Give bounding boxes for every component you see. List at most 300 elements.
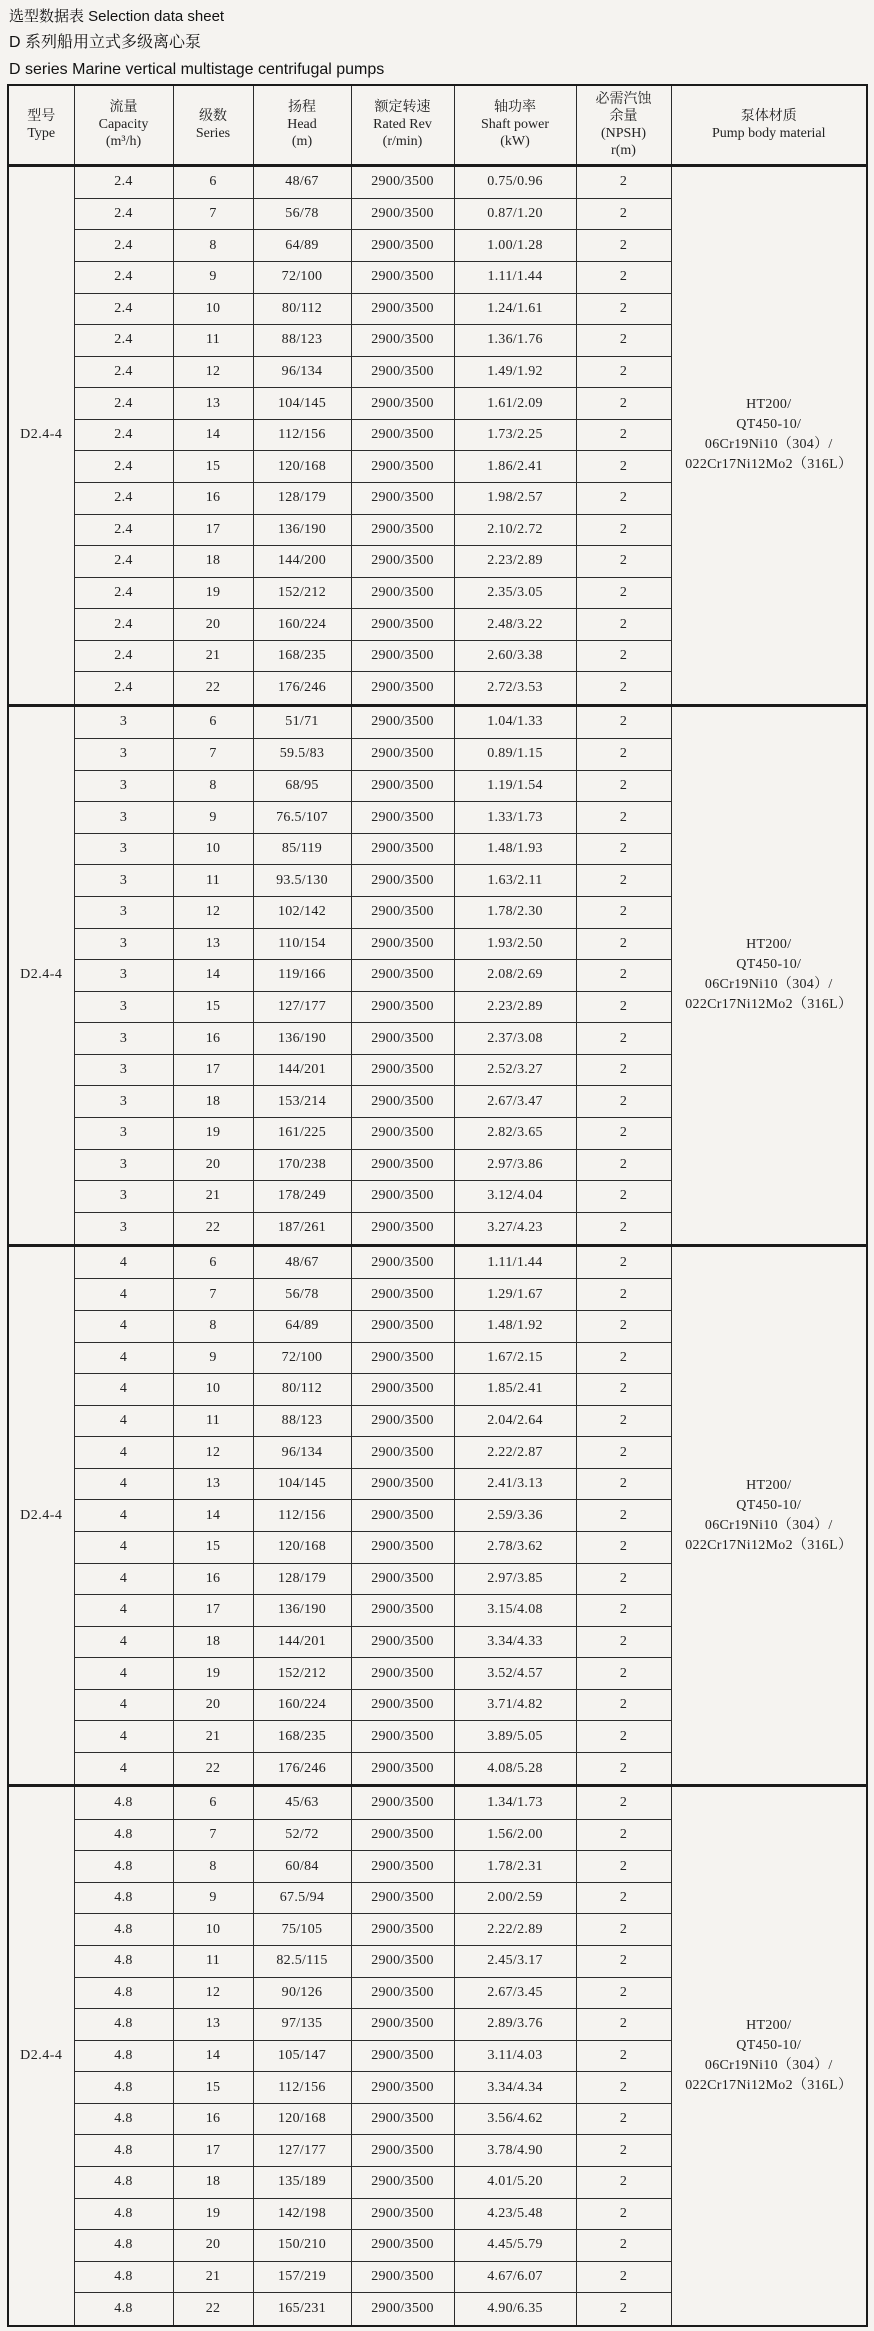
rated-rev-cell: 2900/3500	[351, 1086, 454, 1118]
rated-rev-cell: 2900/3500	[351, 1468, 454, 1500]
capacity-cell: 3	[74, 1212, 173, 1245]
capacity-cell: 4	[74, 1563, 173, 1595]
head-cell: 97/135	[253, 2009, 351, 2041]
capacity-cell: 3	[74, 1117, 173, 1149]
series-cell: 18	[173, 2166, 253, 2198]
series-cell: 15	[173, 2072, 253, 2104]
header-shaft-power	[454, 85, 576, 165]
shaft-power-cell: 2.97/3.86	[454, 1149, 576, 1181]
head-cell: 176/246	[253, 672, 351, 705]
shaft-power-cell: 2.35/3.05	[454, 577, 576, 609]
npsh-cell: 2	[576, 1882, 671, 1914]
head-cell: 170/238	[253, 1149, 351, 1181]
shaft-power-cell: 2.59/3.36	[454, 1500, 576, 1532]
shaft-power-cell: 3.71/4.82	[454, 1689, 576, 1721]
rated-rev-cell: 2900/3500	[351, 640, 454, 672]
rated-rev-cell: 2900/3500	[351, 928, 454, 960]
rated-rev-cell: 2900/3500	[351, 1117, 454, 1149]
head-cell: 178/249	[253, 1181, 351, 1213]
capacity-cell: 4	[74, 1279, 173, 1311]
capacity-cell: 4.8	[74, 2261, 173, 2293]
npsh-cell: 2	[576, 1212, 671, 1245]
shaft-power-cell: 2.04/2.64	[454, 1405, 576, 1437]
rated-rev-cell: 2900/3500	[351, 960, 454, 992]
series-cell: 13	[173, 388, 253, 420]
header-npsh	[576, 85, 671, 165]
rated-rev-cell: 2900/3500	[351, 897, 454, 929]
shaft-power-cell: 2.89/3.76	[454, 2009, 576, 2041]
rated-rev-cell: 2900/3500	[351, 577, 454, 609]
header-head	[253, 85, 351, 165]
head-cell: 165/231	[253, 2293, 351, 2326]
shaft-power-cell: 1.36/1.76	[454, 325, 576, 357]
npsh-cell: 2	[576, 451, 671, 483]
rated-rev-cell: 2900/3500	[351, 1279, 454, 1311]
head-cell: 96/134	[253, 1437, 351, 1469]
rated-rev-cell: 2900/3500	[351, 1374, 454, 1406]
npsh-cell: 2	[576, 2198, 671, 2230]
material-cell	[671, 1246, 867, 1786]
shaft-power-cell: 2.97/3.85	[454, 1563, 576, 1595]
header-series-zh: 级数	[199, 108, 227, 124]
material-line: HT200/	[746, 937, 792, 953]
header-rated-rev	[351, 85, 454, 165]
shaft-power-cell: 2.41/3.13	[454, 1468, 576, 1500]
series-cell: 12	[173, 1437, 253, 1469]
series-cell: 22	[173, 2293, 253, 2326]
material-cell	[671, 165, 867, 705]
npsh-cell: 2	[576, 2103, 671, 2135]
capacity-cell: 4.8	[74, 2198, 173, 2230]
shaft-power-cell: 1.33/1.73	[454, 802, 576, 834]
rated-rev-cell: 2900/3500	[351, 1882, 454, 1914]
npsh-cell: 2	[576, 1246, 671, 1279]
shaft-power-cell: 2.72/3.53	[454, 672, 576, 705]
rated-rev-cell: 2900/3500	[351, 198, 454, 230]
header-series	[173, 85, 253, 165]
shaft-power-cell: 3.34/4.33	[454, 1626, 576, 1658]
shaft-power-cell: 1.48/1.93	[454, 833, 576, 865]
npsh-cell: 2	[576, 198, 671, 230]
shaft-power-cell: 3.15/4.08	[454, 1595, 576, 1627]
capacity-cell: 4	[74, 1752, 173, 1785]
rated-rev-cell: 2900/3500	[351, 1977, 454, 2009]
head-cell: 82.5/115	[253, 1946, 351, 1978]
npsh-cell: 2	[576, 640, 671, 672]
shaft-power-cell: 1.48/1.92	[454, 1311, 576, 1343]
head-cell: 110/154	[253, 928, 351, 960]
capacity-cell: 2.4	[74, 198, 173, 230]
head-cell: 136/190	[253, 1595, 351, 1627]
header-npsh-zh1: 必需汽蚀	[595, 91, 652, 107]
capacity-cell: 4.8	[74, 2230, 173, 2262]
shaft-power-cell: 1.11/1.44	[454, 1246, 576, 1279]
npsh-cell: 2	[576, 1342, 671, 1374]
rated-rev-cell: 2900/3500	[351, 356, 454, 388]
capacity-cell: 4.8	[74, 1819, 173, 1851]
series-cell: 9	[173, 1882, 253, 1914]
shaft-power-cell: 1.19/1.54	[454, 770, 576, 802]
capacity-cell: 3	[74, 865, 173, 897]
series-cell: 11	[173, 865, 253, 897]
capacity-cell: 3	[74, 897, 173, 929]
head-cell: 160/224	[253, 609, 351, 641]
rated-rev-cell: 2900/3500	[351, 388, 454, 420]
shaft-power-cell: 1.34/1.73	[454, 1786, 576, 1819]
rated-rev-cell: 2900/3500	[351, 802, 454, 834]
series-cell: 12	[173, 897, 253, 929]
series-cell: 13	[173, 1468, 253, 1500]
capacity-cell: 4.8	[74, 1977, 173, 2009]
series-cell: 18	[173, 546, 253, 578]
head-cell: 88/123	[253, 325, 351, 357]
series-cell: 21	[173, 1721, 253, 1753]
shaft-power-cell: 3.12/4.04	[454, 1181, 576, 1213]
head-cell: 128/179	[253, 482, 351, 514]
capacity-cell: 4.8	[74, 2103, 173, 2135]
head-cell: 144/200	[253, 546, 351, 578]
npsh-cell: 2	[576, 609, 671, 641]
npsh-cell: 2	[576, 991, 671, 1023]
series-cell: 6	[173, 1246, 253, 1279]
capacity-cell: 3	[74, 1086, 173, 1118]
rated-rev-cell: 2900/3500	[351, 1054, 454, 1086]
npsh-cell: 2	[576, 1500, 671, 1532]
shaft-power-cell: 4.01/5.20	[454, 2166, 576, 2198]
npsh-cell: 2	[576, 928, 671, 960]
head-cell: 120/168	[253, 1531, 351, 1563]
rated-rev-cell: 2900/3500	[351, 1437, 454, 1469]
npsh-cell: 2	[576, 739, 671, 771]
rated-rev-cell: 2900/3500	[351, 2009, 454, 2041]
capacity-cell: 4	[74, 1311, 173, 1343]
shaft-power-cell: 2.45/3.17	[454, 1946, 576, 1978]
head-cell: 187/261	[253, 1212, 351, 1245]
head-cell: 150/210	[253, 2230, 351, 2262]
rated-rev-cell: 2900/3500	[351, 1212, 454, 1245]
head-cell: 144/201	[253, 1054, 351, 1086]
shaft-power-cell: 2.23/2.89	[454, 546, 576, 578]
capacity-cell: 4.8	[74, 1851, 173, 1883]
series-cell: 19	[173, 1658, 253, 1690]
npsh-cell: 2	[576, 1117, 671, 1149]
series-cell: 22	[173, 672, 253, 705]
shaft-power-cell: 4.23/5.48	[454, 2198, 576, 2230]
rated-rev-cell: 2900/3500	[351, 546, 454, 578]
header-shaft-power-en: Shaft power	[480, 117, 550, 133]
header-rated-rev-zh: 额定转速	[374, 100, 431, 116]
head-cell: 72/100	[253, 1342, 351, 1374]
head-cell: 112/156	[253, 419, 351, 451]
material-line: QT450-10/	[736, 417, 802, 433]
capacity-cell: 2.4	[74, 482, 173, 514]
capacity-cell: 4.8	[74, 1786, 173, 1819]
series-cell: 15	[173, 451, 253, 483]
series-cell: 19	[173, 2198, 253, 2230]
material-line: QT450-10/	[736, 1497, 802, 1513]
document-titles	[0, 0, 874, 84]
capacity-cell: 3	[74, 833, 173, 865]
shaft-power-cell: 1.56/2.00	[454, 1819, 576, 1851]
material-line: 06Cr19Ni10（304）/	[704, 2058, 833, 2074]
capacity-cell: 4	[74, 1626, 173, 1658]
series-cell: 12	[173, 1977, 253, 2009]
npsh-cell: 2	[576, 165, 671, 198]
rated-rev-cell: 2900/3500	[351, 1405, 454, 1437]
series-cell: 8	[173, 770, 253, 802]
head-cell: 88/123	[253, 1405, 351, 1437]
header-series-en: Series	[195, 125, 231, 141]
rated-rev-cell: 2900/3500	[351, 770, 454, 802]
npsh-cell: 2	[576, 419, 671, 451]
head-cell: 105/147	[253, 2040, 351, 2072]
shaft-power-cell: 2.10/2.72	[454, 514, 576, 546]
capacity-cell: 2.4	[74, 262, 173, 294]
series-cell: 15	[173, 1531, 253, 1563]
series-cell: 8	[173, 230, 253, 262]
shaft-power-cell: 2.22/2.87	[454, 1437, 576, 1469]
series-cell: 17	[173, 2135, 253, 2167]
head-cell: 136/190	[253, 1023, 351, 1055]
header-head-unit: (m)	[291, 134, 313, 150]
material-line: HT200/	[746, 397, 792, 413]
npsh-cell: 2	[576, 960, 671, 992]
capacity-cell: 4	[74, 1658, 173, 1690]
npsh-cell: 2	[576, 2072, 671, 2104]
table-header	[8, 85, 867, 165]
shaft-power-cell: 3.34/4.34	[454, 2072, 576, 2104]
header-capacity-unit: (m³/h)	[105, 134, 142, 150]
capacity-cell: 3	[74, 1181, 173, 1213]
npsh-cell: 2	[576, 356, 671, 388]
rated-rev-cell: 2900/3500	[351, 482, 454, 514]
header-material	[671, 85, 867, 165]
series-cell: 21	[173, 640, 253, 672]
head-cell: 85/119	[253, 833, 351, 865]
shaft-power-cell: 1.00/1.28	[454, 230, 576, 262]
head-cell: 142/198	[253, 2198, 351, 2230]
title-selection-data-sheet: 选型数据表 Selection data sheet	[9, 8, 225, 25]
rated-rev-cell: 2900/3500	[351, 2198, 454, 2230]
series-cell: 14	[173, 1500, 253, 1532]
head-cell: 80/112	[253, 1374, 351, 1406]
rated-rev-cell: 2900/3500	[351, 672, 454, 705]
rated-rev-cell: 2900/3500	[351, 1342, 454, 1374]
series-cell: 20	[173, 1689, 253, 1721]
type-cell: D2.4-4	[8, 705, 74, 1245]
head-cell: 48/67	[253, 1246, 351, 1279]
rated-rev-cell: 2900/3500	[351, 1563, 454, 1595]
npsh-cell: 2	[576, 1595, 671, 1627]
npsh-cell: 2	[576, 1374, 671, 1406]
head-cell: 102/142	[253, 897, 351, 929]
npsh-cell: 2	[576, 325, 671, 357]
series-cell: 17	[173, 514, 253, 546]
capacity-cell: 3	[74, 1149, 173, 1181]
npsh-cell: 2	[576, 1054, 671, 1086]
rated-rev-cell: 2900/3500	[351, 1851, 454, 1883]
series-cell: 17	[173, 1595, 253, 1627]
series-cell: 19	[173, 1117, 253, 1149]
series-cell: 7	[173, 1819, 253, 1851]
rated-rev-cell: 2900/3500	[351, 2103, 454, 2135]
head-cell: 136/190	[253, 514, 351, 546]
head-cell: 161/225	[253, 1117, 351, 1149]
rated-rev-cell: 2900/3500	[351, 739, 454, 771]
rated-rev-cell: 2900/3500	[351, 165, 454, 198]
capacity-cell: 2.4	[74, 388, 173, 420]
material-line: QT450-10/	[736, 957, 802, 973]
head-cell: 96/134	[253, 356, 351, 388]
npsh-cell: 2	[576, 1786, 671, 1819]
header-row	[8, 85, 867, 165]
npsh-cell: 2	[576, 705, 671, 738]
capacity-cell: 4.8	[74, 1946, 173, 1978]
rated-rev-cell: 2900/3500	[351, 293, 454, 325]
shaft-power-cell: 3.56/4.62	[454, 2103, 576, 2135]
shaft-power-cell: 3.89/5.05	[454, 1721, 576, 1753]
head-cell: 120/168	[253, 451, 351, 483]
capacity-cell: 3	[74, 960, 173, 992]
head-cell: 152/212	[253, 1658, 351, 1690]
header-material-zh: 泵体材质	[740, 108, 797, 124]
npsh-cell: 2	[576, 293, 671, 325]
rated-rev-cell: 2900/3500	[351, 1721, 454, 1753]
shaft-power-cell: 3.11/4.03	[454, 2040, 576, 2072]
header-npsh-en1: (NPSH)	[600, 125, 647, 141]
npsh-cell: 2	[576, 1946, 671, 1978]
capacity-cell: 4	[74, 1374, 173, 1406]
material-cell	[671, 1786, 867, 2326]
npsh-cell: 2	[576, 482, 671, 514]
series-cell: 8	[173, 1851, 253, 1883]
shaft-power-cell: 1.73/2.25	[454, 419, 576, 451]
capacity-cell: 4.8	[74, 2293, 173, 2326]
shaft-power-cell: 0.89/1.15	[454, 739, 576, 771]
npsh-cell: 2	[576, 1531, 671, 1563]
npsh-cell: 2	[576, 1279, 671, 1311]
npsh-cell: 2	[576, 1405, 671, 1437]
shaft-power-cell: 1.49/1.92	[454, 356, 576, 388]
head-cell: 90/126	[253, 1977, 351, 2009]
npsh-cell: 2	[576, 388, 671, 420]
rated-rev-cell: 2900/3500	[351, 1246, 454, 1279]
capacity-cell: 2.4	[74, 451, 173, 483]
head-cell: 72/100	[253, 262, 351, 294]
head-cell: 104/145	[253, 388, 351, 420]
series-cell: 9	[173, 262, 253, 294]
shaft-power-cell: 1.24/1.61	[454, 293, 576, 325]
capacity-cell: 4	[74, 1246, 173, 1279]
header-npsh-zh2: 余量	[609, 108, 638, 124]
header-head-en: Head	[287, 117, 317, 133]
series-cell: 16	[173, 2103, 253, 2135]
npsh-cell: 2	[576, 2261, 671, 2293]
rated-rev-cell: 2900/3500	[351, 1149, 454, 1181]
rated-rev-cell: 2900/3500	[351, 1658, 454, 1690]
head-cell: 168/235	[253, 1721, 351, 1753]
rated-rev-cell: 2900/3500	[351, 325, 454, 357]
npsh-cell: 2	[576, 1149, 671, 1181]
head-cell: 56/78	[253, 1279, 351, 1311]
npsh-cell: 2	[576, 865, 671, 897]
material-line: QT450-10/	[736, 2038, 802, 2054]
rated-rev-cell: 2900/3500	[351, 2135, 454, 2167]
npsh-cell: 2	[576, 833, 671, 865]
shaft-power-cell: 0.87/1.20	[454, 198, 576, 230]
rated-rev-cell: 2900/3500	[351, 2072, 454, 2104]
npsh-cell: 2	[576, 2135, 671, 2167]
head-cell: 52/72	[253, 1819, 351, 1851]
rated-rev-cell: 2900/3500	[351, 1181, 454, 1213]
capacity-cell: 4	[74, 1468, 173, 1500]
shaft-power-cell: 1.67/2.15	[454, 1342, 576, 1374]
capacity-cell: 4	[74, 1437, 173, 1469]
capacity-cell: 2.4	[74, 419, 173, 451]
series-cell: 13	[173, 2009, 253, 2041]
series-cell: 12	[173, 356, 253, 388]
table-row	[8, 1786, 867, 1819]
npsh-cell: 2	[576, 1626, 671, 1658]
npsh-cell: 2	[576, 1023, 671, 1055]
series-cell: 8	[173, 1311, 253, 1343]
npsh-cell: 2	[576, 2040, 671, 2072]
head-cell: 64/89	[253, 230, 351, 262]
shaft-power-cell: 1.78/2.30	[454, 897, 576, 929]
series-cell: 11	[173, 325, 253, 357]
series-cell: 21	[173, 2261, 253, 2293]
rated-rev-cell: 2900/3500	[351, 2230, 454, 2262]
series-cell: 14	[173, 960, 253, 992]
head-cell: 112/156	[253, 1500, 351, 1532]
capacity-cell: 2.4	[74, 546, 173, 578]
shaft-power-cell: 4.67/6.07	[454, 2261, 576, 2293]
shaft-power-cell: 1.63/2.11	[454, 865, 576, 897]
head-cell: 135/189	[253, 2166, 351, 2198]
material-line: 06Cr19Ni10（304）/	[704, 1517, 833, 1533]
capacity-cell: 2.4	[74, 577, 173, 609]
series-cell: 16	[173, 1023, 253, 1055]
series-cell: 10	[173, 833, 253, 865]
shaft-power-cell: 2.00/2.59	[454, 1882, 576, 1914]
material-line: 022Cr17Ni12Mo2（316L）	[685, 457, 853, 473]
capacity-cell: 4.8	[74, 2009, 173, 2041]
rated-rev-cell: 2900/3500	[351, 1023, 454, 1055]
title-series-english: D series Marine vertical multistage centrifugal pumps	[9, 61, 385, 78]
head-cell: 80/112	[253, 293, 351, 325]
rated-rev-cell: 2900/3500	[351, 2166, 454, 2198]
head-cell: 168/235	[253, 640, 351, 672]
shaft-power-cell: 3.52/4.57	[454, 1658, 576, 1690]
npsh-cell: 2	[576, 1181, 671, 1213]
shaft-power-cell: 1.98/2.57	[454, 482, 576, 514]
shaft-power-cell: 4.90/6.35	[454, 2293, 576, 2326]
npsh-cell: 2	[576, 2166, 671, 2198]
header-head-zh: 扬程	[288, 100, 316, 116]
series-cell: 13	[173, 928, 253, 960]
shaft-power-cell: 1.11/1.44	[454, 262, 576, 294]
head-cell: 104/145	[253, 1468, 351, 1500]
series-cell: 22	[173, 1212, 253, 1245]
shaft-power-cell: 1.29/1.67	[454, 1279, 576, 1311]
header-type-en: Type	[27, 125, 56, 141]
header-npsh-en2: r(m)	[611, 142, 636, 158]
rated-rev-cell: 2900/3500	[351, 419, 454, 451]
series-cell: 6	[173, 165, 253, 198]
series-cell: 6	[173, 705, 253, 738]
capacity-cell: 4.8	[74, 2040, 173, 2072]
material-line: 022Cr17Ni12Mo2（316L）	[685, 1537, 853, 1553]
